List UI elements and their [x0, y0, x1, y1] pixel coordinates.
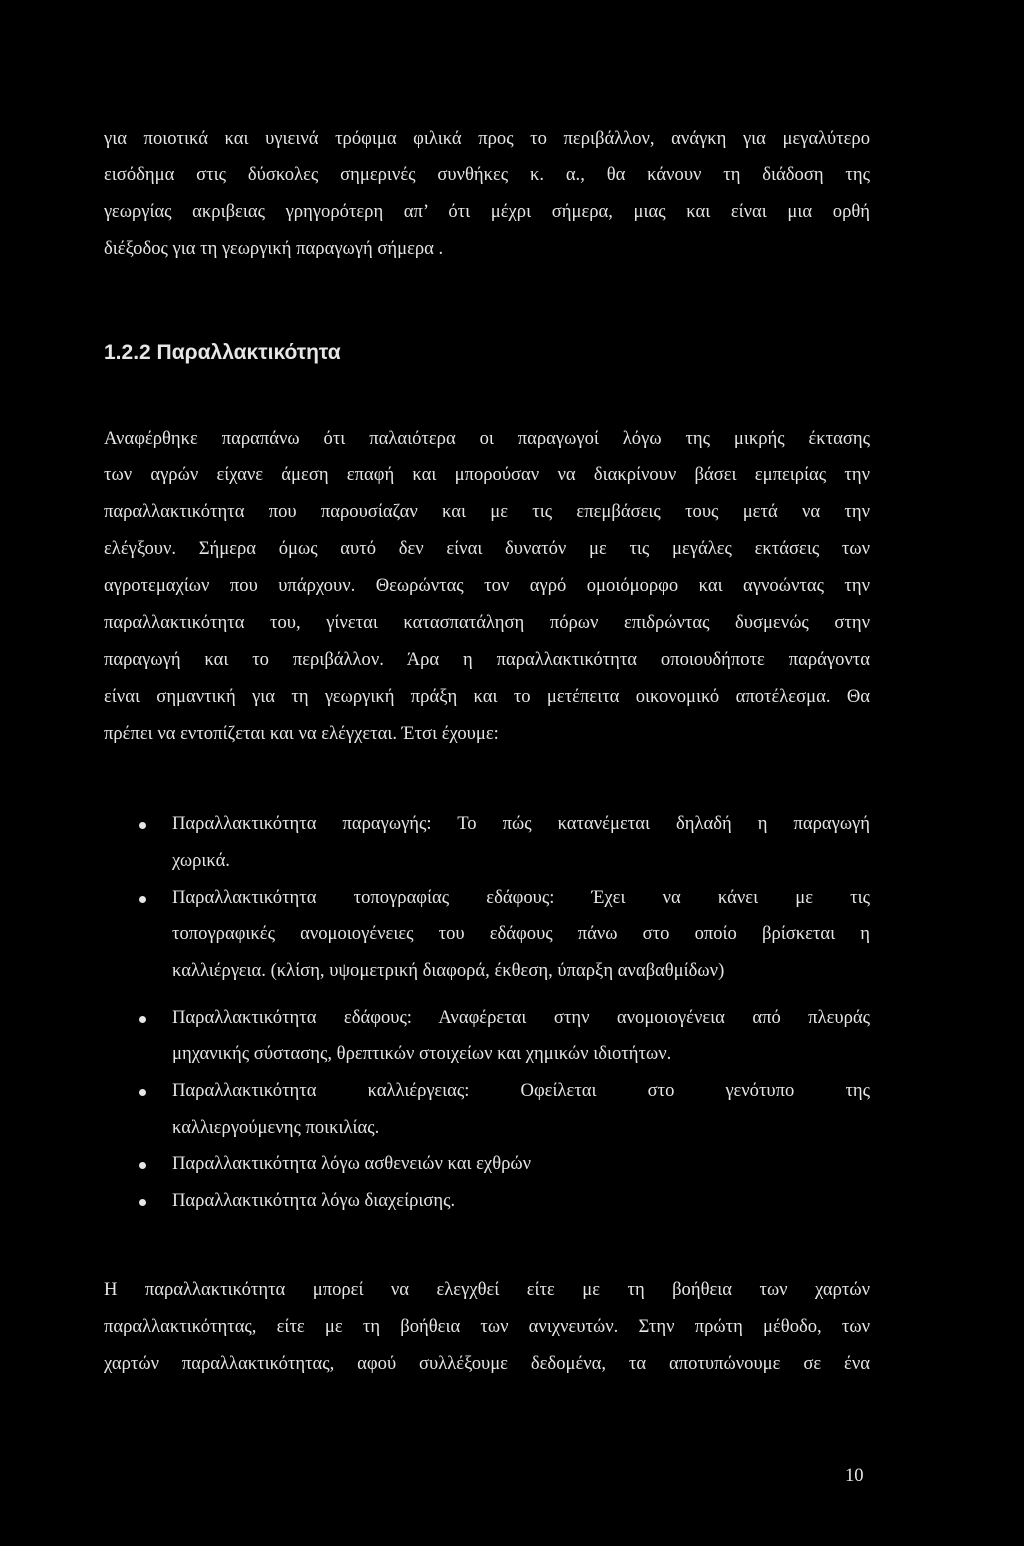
bullet-line: Παραλλακτικότητα τοπογραφίας εδάφους: Έχει να κάνει με τις	[172, 887, 870, 908]
closing-line: Η παραλλακτικότητα μπορεί να ελεγχθεί είτε με τη βοήθεια των χαρτών	[104, 1279, 870, 1300]
section-heading: 1.2.2 Παραλλακτικότητα	[104, 341, 341, 364]
page-number: 10	[845, 1465, 864, 1486]
intro-line: εισόδημα στις δύσκολες σημερινές συνθήκες κ. α., θα κάνουν τη διάδοση της	[104, 164, 870, 185]
bullet-dot-icon	[139, 1016, 146, 1023]
bullet-line: Παραλλακτικότητα λόγω ασθενειών και εχθρών	[172, 1153, 532, 1174]
bullet-dot-icon	[139, 896, 146, 903]
intro-line: για ποιοτικά και υγιεινά τρόφιμα φιλικά προς το περιβάλλον, ανάγκη για μεγαλύτερο	[104, 128, 870, 149]
paragraph-line: Αναφέρθηκε παραπάνω ότι παλαιότερα οι παραγωγοί λόγω της μικρής έκτασης	[104, 428, 870, 449]
bullet-line: καλλιεργούμενης ποικιλίας.	[172, 1117, 380, 1138]
bullet-dot-icon	[139, 1089, 146, 1096]
bullet-line: Παραλλακτικότητα καλλιέργειας: Οφείλεται στο γενότυπο της	[172, 1080, 870, 1101]
bullet-line: Παραλλακτικότητα εδάφους: Αναφέρεται στην ανομοιογένεια από πλευράς	[172, 1007, 870, 1028]
bullet-line: καλλιέργεια. (κλίση, υψομετρική διαφορά, έκθεση, ύπαρξη αναβαθμίδων)	[172, 960, 725, 981]
bullet-dot-icon	[139, 822, 146, 829]
paragraph-line: ελέγξουν. Σήμερα όμως αυτό δεν είναι δυνατόν με τις μεγάλες εκτάσεις των	[104, 538, 870, 559]
intro-line: γεωργίας ακριβειας γρηγορότερη απ’ ότι μέχρι σήμερα, μιας και είναι μια ορθή	[104, 201, 870, 222]
bullet-line: Παραλλακτικότητα λόγω διαχείρισης.	[172, 1190, 456, 1211]
bullet-dot-icon	[139, 1162, 146, 1169]
paragraph-line: αγροτεμαχίων που υπάρχουν. Θεωρώντας τον αγρό ομοιόμορφο και αγνοώντας την	[104, 575, 870, 596]
bullet-line: τοπογραφικές ανομοιογένειες του εδάφους πάνω στο οποίο βρίσκεται η	[172, 923, 870, 944]
paragraph-line: είναι σημαντική για τη γεωργική πράξη και το μετέπειτα οικονομικό αποτέλεσμα. Θα	[104, 686, 870, 707]
bullet-dot-icon	[139, 1199, 146, 1206]
bullet-line: χωρικά.	[172, 850, 230, 871]
bullet-line: Παραλλακτικότητα παραγωγής: Το πώς κατανέμεται δηλαδή η παραγωγή	[172, 813, 870, 834]
bullet-line: μηχανικής σύστασης, θρεπτικών στοιχείων και χημικών ιδιοτήτων.	[172, 1043, 672, 1064]
intro-line: διέξοδος για τη γεωργική παραγωγή σήμερα .	[104, 238, 444, 259]
paragraph-line: των αγρών είχανε άμεση επαφή και μπορούσαν να διακρίνουν βάσει εμπειρίας την	[104, 464, 870, 485]
paragraph-line: παραλλακτικότητα που παρουσίαζαν και με τις επεμβάσεις τους μετά να την	[104, 501, 870, 522]
closing-line: χαρτών παραλλακτικότητας, αφού συλλέξουμε δεδομένα, τα αποτυπώνουμε σε ένα	[104, 1353, 870, 1374]
paragraph-line: παραλλακτικότητα του, γίνεται κατασπατάληση πόρων επιδρώντας δυσμενώς στην	[104, 612, 870, 633]
closing-line: παραλλακτικότητας, είτε με τη βοήθεια των ανιχνευτών. Στην πρώτη μέθοδο, των	[104, 1316, 870, 1337]
paragraph-line: πρέπει να εντοπίζεται και να ελέγχεται. Έτσι έχουμε:	[104, 723, 499, 744]
paragraph-line: παραγωγή και το περιβάλλον. Άρα η παραλλακτικότητα οποιουδήποτε παράγοντα	[104, 649, 870, 670]
